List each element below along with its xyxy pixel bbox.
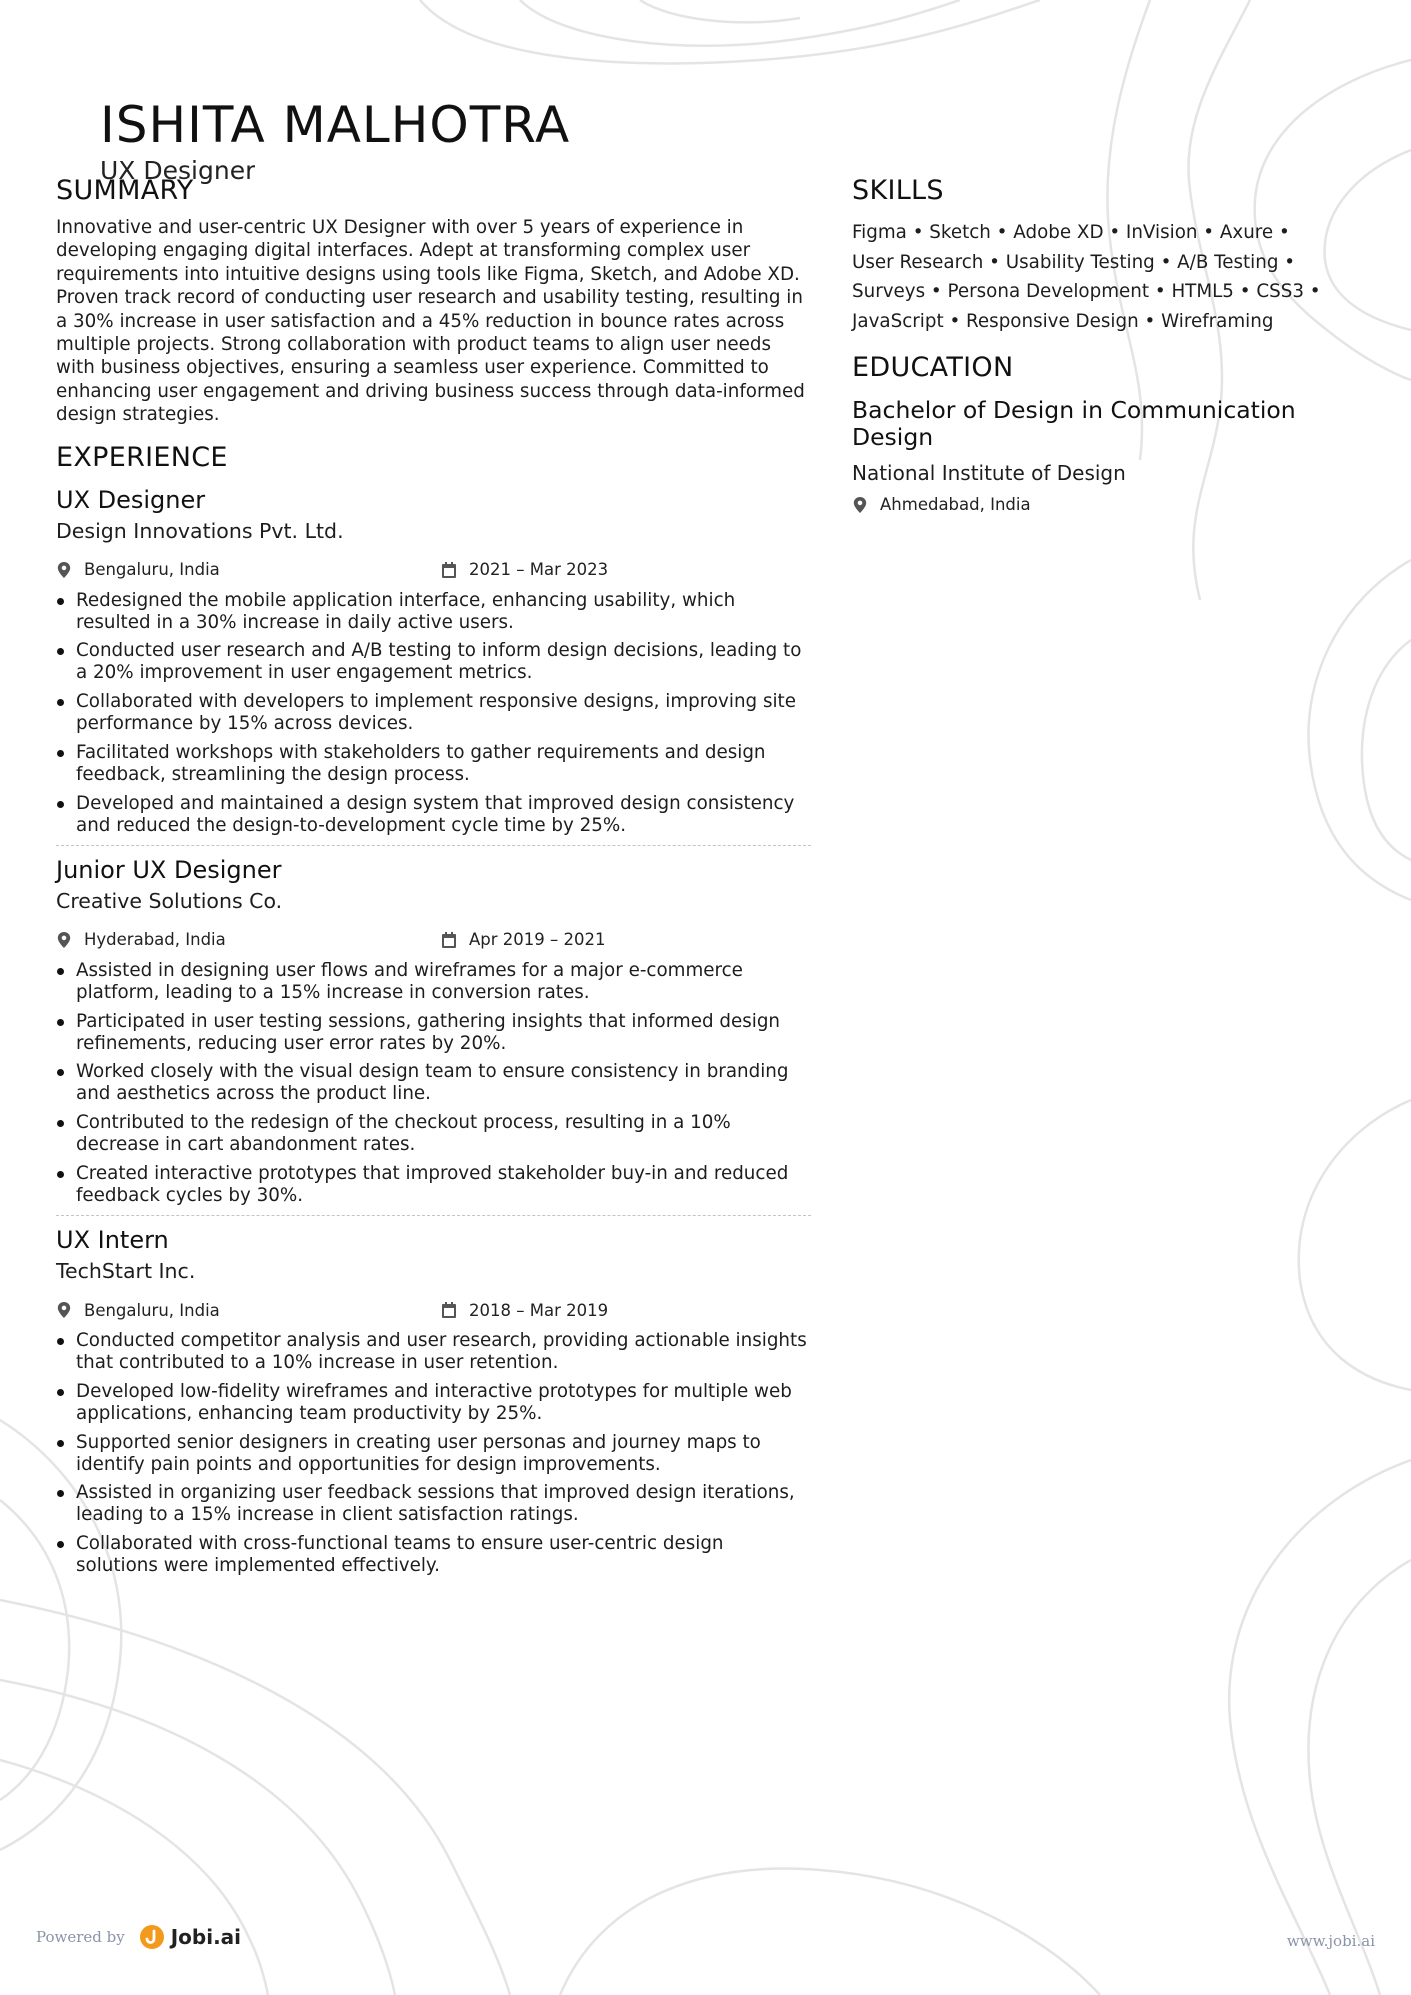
job-bullet: Redesigned the mobile application interface, enhancing usability, which resulted in a 30% increase in daily active users.: [56, 590, 811, 634]
job-bullet: Supported senior designers in creating user personas and journey maps to identify pain points and opportunities for design improvements.: [56, 1432, 811, 1476]
job-company: TechStart Inc.: [56, 1259, 196, 1284]
job-bullet: Conducted competitor analysis and user research, providing actionable insights that contributed to a 10% increase in user retention.: [56, 1330, 811, 1374]
job-location-text: Hyderabad, India: [84, 930, 226, 950]
location-pin-icon: [56, 931, 72, 949]
education-heading: EDUCATION: [852, 352, 1014, 383]
education-school: National Institute of Design: [852, 461, 1126, 485]
job-dates: [441, 560, 608, 579]
calendar-icon: [441, 931, 457, 949]
job-location: [56, 930, 441, 949]
experience-heading: EXPERIENCE: [56, 441, 228, 473]
job-bullet: Contributed to the redesign of the checkout process, resulting in a 10% decrease in cart abandonment rates.: [56, 1112, 811, 1156]
powered-by-label: Powered by: [36, 1928, 125, 1946]
job-bullet: Assisted in organizing user feedback sessions that improved design iterations, leading to a 15% increase in client satisfaction ratings.: [56, 1482, 811, 1526]
footer-branding: [36, 1924, 241, 1950]
job-bullet: Collaborated with cross-functional teams to ensure user-centric design solutions were implemented effectively.: [56, 1533, 811, 1577]
job-bullet: Conducted user research and A/B testing to inform design decisions, leading to a 20% improvement in user engagement metrics.: [56, 640, 811, 684]
job-divider: [56, 845, 811, 846]
job-title: Junior UX Designer: [56, 855, 282, 884]
job-entry: [56, 484, 811, 846]
candidate-name: ISHITA MALHOTRA: [100, 96, 571, 154]
footer-site-link[interactable]: www.jobi.ai: [1286, 1932, 1375, 1950]
location-pin-icon: [56, 561, 72, 579]
left-column: [56, 173, 811, 1584]
candidate-title: UX Designer: [100, 158, 256, 184]
job-bullet: Created interactive prototypes that improved stakeholder buy-in and reduced feedback cycles by 30%.: [56, 1163, 811, 1207]
skills-list: Figma • Sketch • Adobe XD • InVision • Axure • User Research • Usability Testing • A/B Testing • Surveys • Persona Development • HTML5 • CSS3 • JavaScript • Responsive Design • Wireframing: [852, 222, 1321, 332]
job-bullet: Worked closely with the visual design team to ensure consistency in branding and aesthetics across the product line.: [56, 1061, 811, 1105]
job-bullets: [56, 1330, 811, 1577]
job-location: [56, 560, 441, 579]
summary-text: Innovative and user-centric UX Designer with over 5 years of experience in developing engaging digital interfaces. Adept at transforming complex user requirements into intuitive designs using tools like Figma, Sketch, and Adobe XD. Proven track record of conducting user research and usability testing, resulting in a 30% increase in user satisfaction and a 45% reduction in bounce rates across multiple projects. Strong collaboration with product teams to align user needs with business objectives, ensuring a seamless user experience. Committed to enhancing user engagement and driving business success through data-informed design strategies.: [56, 217, 805, 426]
job-bullet: Collaborated with developers to implement responsive designs, improving site performance by 15% across devices.: [56, 691, 811, 735]
education-location-text: Ahmedabad, India: [880, 495, 1031, 514]
job-meta: [56, 1299, 811, 1321]
job-bullets: [56, 590, 811, 837]
job-location-text: Bengaluru, India: [84, 560, 220, 580]
job-bullet: Facilitated workshops with stakeholders to gather requirements and design feedback, streamlining the design process.: [56, 742, 811, 786]
job-bullet: Participated in user testing sessions, gathering insights that informed design refinements, reducing user error rates by 20%.: [56, 1011, 811, 1055]
job-bullets: [56, 960, 811, 1207]
location-pin-icon: [56, 1301, 72, 1319]
jobi-brand-link[interactable]: Jobi.ai: [170, 1925, 242, 1949]
job-meta: [56, 559, 811, 581]
job-dates: [441, 930, 606, 949]
job-dates: [441, 1301, 608, 1320]
job-title: UX Intern: [56, 1226, 169, 1255]
job-bullet: Developed low-fidelity wireframes and interactive prototypes for multiple web applications, enhancing team productivity by 25%.: [56, 1381, 811, 1425]
job-dates-text: 2018 – Mar 2019: [469, 1300, 609, 1320]
summary-heading: SUMMARY: [56, 175, 194, 206]
job-title: UX Designer: [56, 485, 206, 514]
job-company: Creative Solutions Co.: [56, 888, 283, 913]
jobi-logo-icon: [139, 1924, 165, 1950]
job-location: [56, 1301, 441, 1320]
calendar-icon: [441, 1301, 457, 1319]
job-divider: [56, 1215, 811, 1216]
job-dates-text: Apr 2019 – 2021: [469, 930, 606, 950]
job-entry: [56, 854, 811, 1216]
job-entry: [56, 1224, 811, 1577]
skills-heading: SKILLS: [852, 175, 944, 206]
job-bullet: Assisted in designing user flows and wireframes for a major e-commerce platform, leading to a 15% increase in conversion rates.: [56, 960, 811, 1004]
job-location-text: Bengaluru, India: [84, 1300, 220, 1320]
job-meta: [56, 929, 811, 951]
job-dates-text: 2021 – Mar 2023: [469, 560, 609, 580]
right-column: [852, 173, 1332, 514]
calendar-icon: [441, 561, 457, 579]
education-location: [852, 495, 1332, 514]
education-degree: Bachelor of Design in Communication Design: [852, 396, 1296, 451]
job-company: Design Innovations Pvt. Ltd.: [56, 518, 344, 543]
job-bullet: Developed and maintained a design system that improved design consistency and reduced the design-to-development cycle time by 25%.: [56, 793, 811, 837]
location-pin-icon: [852, 496, 868, 514]
